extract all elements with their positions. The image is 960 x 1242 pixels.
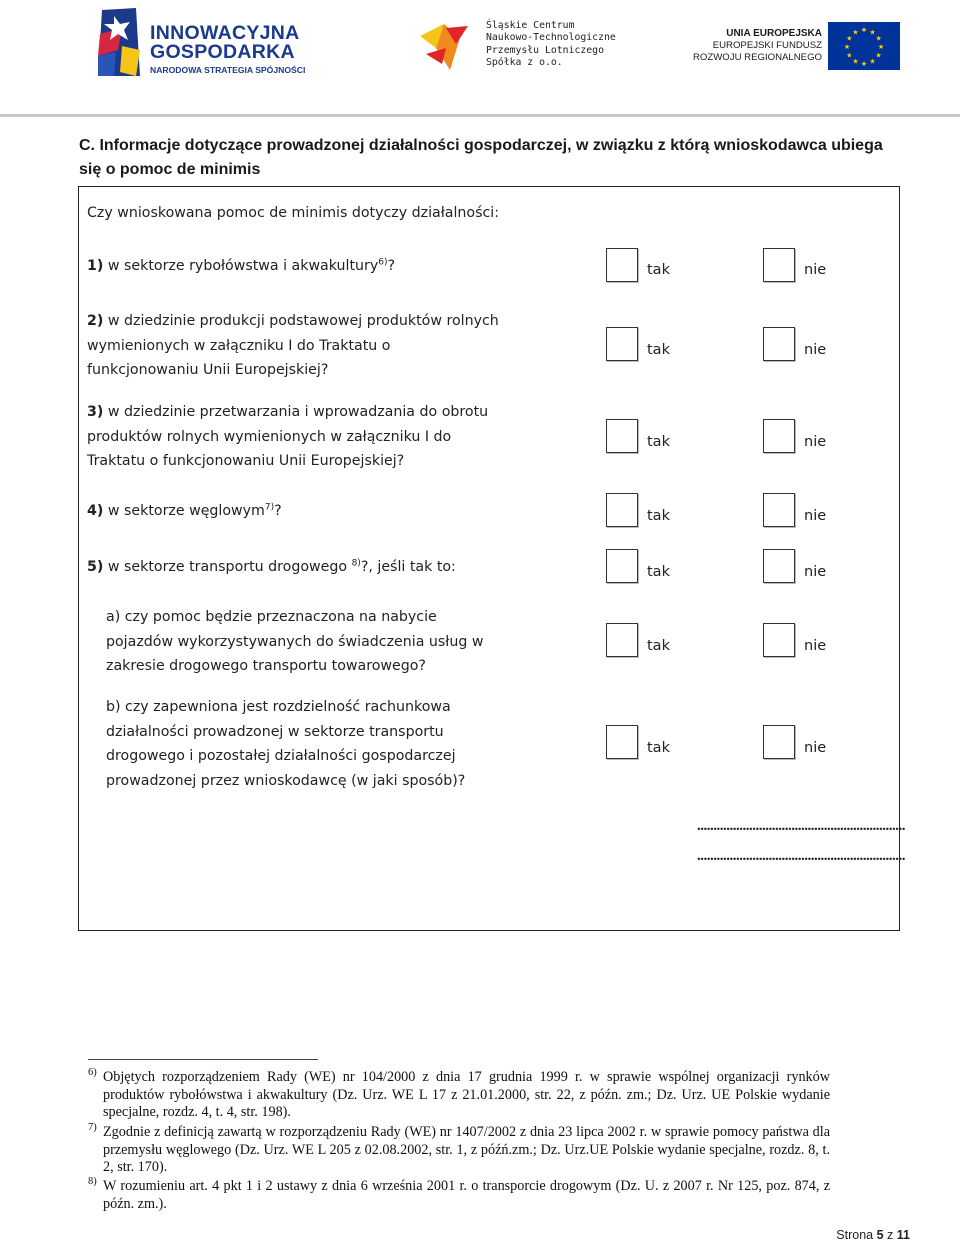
q5b-yes-checkbox[interactable] (606, 725, 638, 759)
q5a-no-label: nie (804, 638, 827, 654)
q5a-yes-checkbox[interactable] (606, 623, 638, 657)
svg-text:★: ★ (875, 51, 882, 60)
svg-text:★: ★ (860, 26, 868, 34)
q4-no-label: nie (804, 508, 827, 524)
q3-no-label: nie (804, 434, 827, 450)
q3-no-checkbox[interactable] (763, 419, 795, 453)
q4-yes-checkbox[interactable] (606, 493, 638, 527)
page-number: Strona 5 z 11 (836, 1228, 910, 1242)
q5-yes-label: tak (647, 564, 670, 580)
centrum-emblem (416, 18, 472, 72)
svg-text:★: ★ (877, 43, 885, 51)
footnote-divider (88, 1059, 318, 1060)
svg-text:★: ★ (852, 57, 859, 66)
question-5a: a) czy pomoc będzie przeznaczona na nabycie pojazdów wykorzystywanych do świadczenia usług w zakresie drogowego transportu towarowego? (106, 609, 484, 674)
svg-text:★: ★ (869, 57, 876, 66)
question-2: 2) w dziedzinie produkcji podstawowej produktów rolnych wymienionych w załączniku I do Traktatu o funkcjonowaniu Unii Europejskiej? (87, 313, 499, 378)
centrum-name: Śląskie Centrum Naukowo-Technologiczne Przemysłu Lotniczego Spółka z o.o. (486, 20, 616, 69)
section-title: C. Informacje dotyczące prowadzonej działalności gospodarczej, w związku z którą wnioskodawca ubiega się o pomoc de minimis (79, 137, 883, 178)
q5-no-checkbox[interactable] (763, 549, 795, 583)
ue-fund-name: UNIA EUROPEJSKA EUROPEJSKI FUNDUSZ ROZWOJU REGIONALNEGO (693, 28, 822, 63)
q5b-no-checkbox[interactable] (763, 725, 795, 759)
q2-no-checkbox[interactable] (763, 327, 795, 361)
svg-text:★: ★ (875, 34, 882, 43)
q1-no-checkbox[interactable] (763, 248, 795, 282)
svg-text:★: ★ (852, 28, 859, 37)
q1-yes-checkbox[interactable] (606, 248, 638, 282)
eu-flag-icon (828, 22, 900, 70)
q5a-no-checkbox[interactable] (763, 623, 795, 657)
svg-text:★: ★ (846, 34, 853, 43)
question-5b: b) czy zapewniona jest rozdzielność rachunkowa działalności prowadzonej w sektorze transportu drogowego i pozostałej działalności gospodarczej prowadzonej przez wnioskodawcę (w jaki sposób)? (106, 699, 466, 789)
innowacyjna-gospodarka-logo (96, 6, 336, 80)
svg-text:★: ★ (869, 28, 876, 37)
q5b-yes-label: tak (647, 740, 670, 756)
footnote-8: 8) W rozumieniu art. 4 pkt 1 i 2 ustawy z dnia 6 września 2001 r. o transporcie drogowym (Dz. U. z 2007 r. Nr 125, poz. 874, z późn. zm.). (88, 1176, 830, 1212)
answer-line-2[interactable]: ................................................................ (697, 848, 905, 864)
q1-no-label: nie (804, 262, 827, 278)
svg-text:★: ★ (860, 60, 868, 68)
q3-yes-label: tak (647, 434, 670, 450)
innowacyjna-gospodarka-emblem (96, 6, 146, 80)
header-divider (0, 114, 960, 117)
q3-yes-checkbox[interactable] (606, 419, 638, 453)
footnote-7: 7) Zgodnie z definicją zawartą w rozporządzeniu Rady (WE) nr 1407/2002 z dnia 23 lipca 2002 r. w sprawie pomocy państwa dla przemysłu węglowego (Dz. Urz. WE L 205 z 02.08.2002, str. 1, z późń.zm.; Dz. Urz.UE Polskie wydanie specjalne, rozdz. 8, t. 2, str. 170). (88, 1122, 830, 1175)
svg-text:★: ★ (846, 51, 853, 60)
innowacyjna-subtitle: NARODOWA STRATEGIA SPÓJNOŚCI (150, 65, 306, 75)
svg-text:★: ★ (843, 43, 851, 51)
q5-no-label: nie (804, 564, 827, 580)
q5a-yes-label: tak (647, 638, 670, 654)
centrum-logo (416, 18, 626, 74)
form-intro: Czy wnioskowana pomoc de minimis dotyczy działalności: (87, 205, 499, 221)
q2-yes-checkbox[interactable] (606, 327, 638, 361)
q1-yes-label: tak (647, 262, 670, 278)
q4-no-checkbox[interactable] (763, 493, 795, 527)
unia-europejska-logo (693, 18, 900, 72)
question-3: 3) w dziedzinie przetwarzania i wprowadzania do obrotu produktów rolnych wymienionych w załączniku I do Traktatu o funkcjonowaniu Unii Europejskiej? (87, 404, 489, 469)
q2-no-label: nie (804, 342, 827, 358)
footnote-6: 6) Objętych rozporządzeniem Rady (WE) nr 104/2000 z dnia 17 grudnia 1999 r. w sprawie wspólnej organizacji rynków produktów rybołówstwa i akwakultury (Dz. Urz. WE L 17 z 21.01.2000, str. 22, z późn. zm.; Dz. Urz. UE Polskie wydanie specjalne, rozdz. 4, t. 4, str. 198). (88, 1067, 830, 1120)
question-1: 1) w sektorze rybołówstwa i akwakultury$^{6)}$? (87, 257, 396, 274)
q2-yes-label: tak (647, 342, 670, 358)
q4-yes-label: tak (647, 508, 670, 524)
q5-yes-checkbox[interactable] (606, 549, 638, 583)
answer-line-1[interactable]: ................................................................ (697, 818, 905, 834)
innowacyjna-title: INNOWACYJNA GOSPODARKA (150, 22, 300, 63)
question-5: 5) w sektorze transportu drogowego $^{8)}$?, jeśli tak to: (87, 558, 456, 575)
question-4: 4) w sektorze węglowym$^{7)}$? (87, 502, 282, 519)
q5b-no-label: nie (804, 740, 827, 756)
